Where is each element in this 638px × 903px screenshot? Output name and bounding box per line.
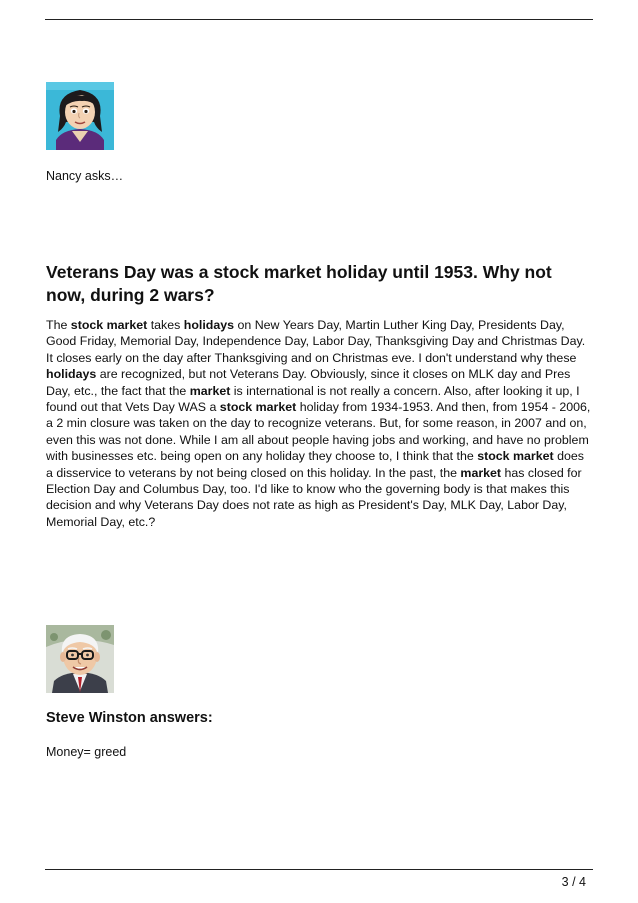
page-number: 3 / 4 <box>561 875 586 889</box>
highlighted-keyword: holidays <box>183 318 235 332</box>
body-text-segment: The <box>46 318 71 332</box>
body-text-segment: on New Years Day, Martin Luther King Day, Presidents Day, Good Friday, Memorial Day, Independence Day, Labor Day, Thanksgiving Day and Christmas Day. It closes early on the day after Thanksgiving and on Christmas eve. I don't understand why these <box>46 318 586 365</box>
highlighted-keyword: stock market <box>477 449 554 464</box>
asker-avatar <box>46 82 114 150</box>
highlighted-keyword: holidays <box>46 367 97 382</box>
cartoon-woman-avatar-icon <box>46 82 114 150</box>
body-text-segment: is international is not really a concern. Also, after looking it up, I found out that Vets Day WAS a <box>46 383 580 415</box>
cartoon-man-avatar-icon <box>46 625 114 693</box>
body-text-segment: takes <box>147 318 184 332</box>
answerer-avatar <box>46 625 114 693</box>
asker-label: Nancy asks… <box>46 169 124 183</box>
answerer-label: Steve Winston answers: <box>46 710 213 726</box>
answer-text: Money= greed <box>46 745 127 759</box>
body-text-segment: does a disservice to veterans by not being closed on this holiday. In the past, the <box>46 449 584 480</box>
body-text-segment: holiday from 1934-1953. And then, from 1954 - 2006, a 2 min closure was taken on the day to recognize veterans. But, for some reason, in 2007 and on, even this was not done. While I am all about people having jobs and working, and have no problem with businesses etc. being open on any holiday they choose to, I think that the <box>46 400 591 464</box>
question-body <box>46 317 594 530</box>
body-text-segment: has closed for Election Day and Columbus Day, too. I'd like to know who the governing body is that makes this decision and why Veterans Day does not rate as high as President's Day, MLK Day, Labor Day, Memorial Day, etc.? <box>46 465 582 529</box>
highlighted-keyword: market <box>460 465 502 480</box>
header-rule <box>45 19 593 20</box>
question-title: Veterans Day was a stock market holiday until 1953. Why not now, during 2 wars? <box>46 262 552 305</box>
highlighted-keyword: stock market <box>219 400 297 415</box>
highlighted-keyword: market <box>189 383 231 398</box>
highlighted-keyword: stock market <box>70 318 148 332</box>
footer-rule <box>45 869 593 870</box>
body-text-segment: are recognized, but not Veterans Day. Obviously, since it closes on MLK day and Pres Day, etc., the fact that the <box>46 367 571 398</box>
